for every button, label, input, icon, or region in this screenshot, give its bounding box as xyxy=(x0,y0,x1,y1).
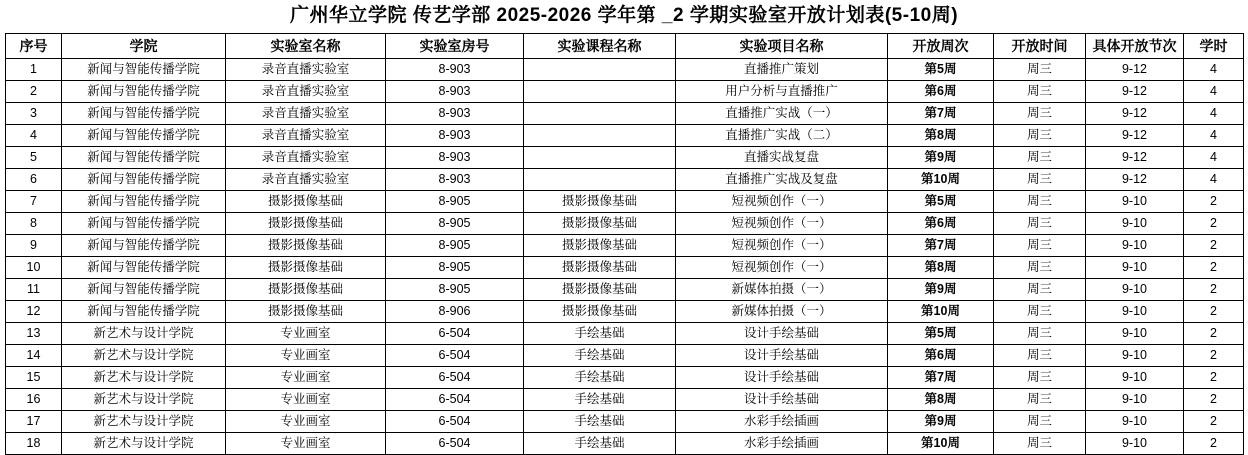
table-body xyxy=(6,58,1244,454)
cell-lab-room: 6-504 xyxy=(386,432,524,454)
cell-credit-hours: 4 xyxy=(1184,124,1244,146)
cell-index: 8 xyxy=(6,212,62,234)
cell-course-name: 摄影摄像基础 xyxy=(524,256,676,278)
cell-credit-hours: 2 xyxy=(1184,256,1244,278)
column-header-open-periods: 具体开放节次 xyxy=(1086,33,1184,58)
cell-credit-hours: 4 xyxy=(1184,80,1244,102)
cell-college: 新闻与智能传播学院 xyxy=(62,190,226,212)
cell-open-periods: 9-12 xyxy=(1086,102,1184,124)
cell-lab-room: 6-504 xyxy=(386,344,524,366)
cell-open-time: 周三 xyxy=(994,102,1086,124)
cell-lab-name: 录音直播实验室 xyxy=(226,58,386,80)
table-row xyxy=(6,234,1244,256)
cell-index: 4 xyxy=(6,124,62,146)
cell-lab-name: 摄影摄像基础 xyxy=(226,190,386,212)
column-header-lab-name: 实验室名称 xyxy=(226,33,386,58)
cell-course-name: 手绘基础 xyxy=(524,344,676,366)
cell-open-weeks: 第7周 xyxy=(888,234,994,256)
cell-course-name: 摄影摄像基础 xyxy=(524,278,676,300)
cell-index: 2 xyxy=(6,80,62,102)
table-row xyxy=(6,58,1244,80)
table-row xyxy=(6,300,1244,322)
cell-open-periods: 9-10 xyxy=(1086,410,1184,432)
cell-project-name: 水彩手绘插画 xyxy=(676,410,888,432)
cell-lab-name: 专业画室 xyxy=(226,388,386,410)
cell-credit-hours: 2 xyxy=(1184,432,1244,454)
cell-open-time: 周三 xyxy=(994,212,1086,234)
cell-course-name xyxy=(524,146,676,168)
cell-college: 新闻与智能传播学院 xyxy=(62,278,226,300)
cell-college: 新闻与智能传播学院 xyxy=(62,212,226,234)
cell-credit-hours: 4 xyxy=(1184,168,1244,190)
cell-index: 7 xyxy=(6,190,62,212)
cell-college: 新闻与智能传播学院 xyxy=(62,168,226,190)
cell-college: 新艺术与设计学院 xyxy=(62,432,226,454)
cell-lab-room: 8-906 xyxy=(386,300,524,322)
cell-lab-name: 摄影摄像基础 xyxy=(226,234,386,256)
column-header-project-name: 实验项目名称 xyxy=(676,33,888,58)
cell-open-time: 周三 xyxy=(994,278,1086,300)
table-row xyxy=(6,168,1244,190)
cell-course-name: 手绘基础 xyxy=(524,410,676,432)
cell-credit-hours: 2 xyxy=(1184,212,1244,234)
table-row xyxy=(6,102,1244,124)
cell-project-name: 直播推广策划 xyxy=(676,58,888,80)
cell-college: 新闻与智能传播学院 xyxy=(62,300,226,322)
cell-project-name: 短视频创作（一） xyxy=(676,212,888,234)
column-header-course-name: 实验课程名称 xyxy=(524,33,676,58)
cell-open-periods: 9-10 xyxy=(1086,256,1184,278)
cell-project-name: 短视频创作（一） xyxy=(676,256,888,278)
cell-lab-name: 摄影摄像基础 xyxy=(226,300,386,322)
cell-project-name: 新媒体拍摄（一） xyxy=(676,300,888,322)
cell-lab-name: 专业画室 xyxy=(226,432,386,454)
cell-lab-room: 8-905 xyxy=(386,234,524,256)
cell-open-weeks: 第7周 xyxy=(888,366,994,388)
cell-project-name: 水彩手绘插画 xyxy=(676,432,888,454)
cell-course-name xyxy=(524,168,676,190)
cell-college: 新艺术与设计学院 xyxy=(62,410,226,432)
column-header-index: 序号 xyxy=(6,33,62,58)
cell-open-weeks: 第5周 xyxy=(888,322,994,344)
cell-index: 13 xyxy=(6,322,62,344)
cell-lab-room: 6-504 xyxy=(386,388,524,410)
cell-open-weeks: 第5周 xyxy=(888,190,994,212)
cell-lab-room: 6-504 xyxy=(386,366,524,388)
cell-open-weeks: 第9周 xyxy=(888,410,994,432)
cell-lab-room: 6-504 xyxy=(386,322,524,344)
cell-open-time: 周三 xyxy=(994,58,1086,80)
cell-lab-room: 6-504 xyxy=(386,410,524,432)
cell-index: 11 xyxy=(6,278,62,300)
cell-course-name xyxy=(524,102,676,124)
cell-course-name: 手绘基础 xyxy=(524,432,676,454)
column-header-credit-hours: 学时 xyxy=(1184,33,1244,58)
cell-open-weeks: 第10周 xyxy=(888,432,994,454)
column-header-college: 学院 xyxy=(62,33,226,58)
cell-lab-room: 8-905 xyxy=(386,256,524,278)
cell-open-weeks: 第6周 xyxy=(888,344,994,366)
cell-open-time: 周三 xyxy=(994,410,1086,432)
cell-project-name: 设计手绘基础 xyxy=(676,388,888,410)
page-title: 广州华立学院 传艺学部 2025-2026 学年第 _2 学期实验室开放计划表(5-10周) xyxy=(289,5,959,26)
cell-open-periods: 9-10 xyxy=(1086,212,1184,234)
column-header-open-time: 开放时间 xyxy=(994,33,1086,58)
cell-open-weeks: 第7周 xyxy=(888,102,994,124)
cell-project-name: 直播推广实战（二） xyxy=(676,124,888,146)
cell-lab-name: 专业画室 xyxy=(226,366,386,388)
table-header xyxy=(6,33,1244,58)
cell-course-name: 手绘基础 xyxy=(524,366,676,388)
cell-lab-name: 专业画室 xyxy=(226,344,386,366)
cell-college: 新闻与智能传播学院 xyxy=(62,58,226,80)
cell-lab-name: 录音直播实验室 xyxy=(226,124,386,146)
table-row xyxy=(6,146,1244,168)
cell-open-weeks: 第5周 xyxy=(888,58,994,80)
cell-open-weeks: 第9周 xyxy=(888,278,994,300)
cell-open-time: 周三 xyxy=(994,432,1086,454)
cell-open-weeks: 第8周 xyxy=(888,256,994,278)
cell-index: 9 xyxy=(6,234,62,256)
cell-lab-name: 录音直播实验室 xyxy=(226,102,386,124)
cell-credit-hours: 2 xyxy=(1184,190,1244,212)
cell-lab-name: 专业画室 xyxy=(226,410,386,432)
cell-lab-room: 8-905 xyxy=(386,278,524,300)
table-row xyxy=(6,80,1244,102)
cell-open-periods: 9-10 xyxy=(1086,278,1184,300)
cell-lab-name: 专业画室 xyxy=(226,322,386,344)
table-row xyxy=(6,366,1244,388)
cell-open-weeks: 第10周 xyxy=(888,168,994,190)
cell-open-periods: 9-10 xyxy=(1086,190,1184,212)
cell-college: 新艺术与设计学院 xyxy=(62,344,226,366)
cell-course-name: 手绘基础 xyxy=(524,322,676,344)
cell-index: 17 xyxy=(6,410,62,432)
cell-open-time: 周三 xyxy=(994,300,1086,322)
cell-open-weeks: 第8周 xyxy=(888,124,994,146)
cell-open-time: 周三 xyxy=(994,234,1086,256)
cell-project-name: 设计手绘基础 xyxy=(676,322,888,344)
cell-open-time: 周三 xyxy=(994,190,1086,212)
table-row xyxy=(6,190,1244,212)
cell-project-name: 用户分析与直播推广 xyxy=(676,80,888,102)
cell-lab-name: 摄影摄像基础 xyxy=(226,212,386,234)
cell-open-time: 周三 xyxy=(994,146,1086,168)
cell-project-name: 短视频创作（一） xyxy=(676,234,888,256)
cell-open-periods: 9-12 xyxy=(1086,146,1184,168)
cell-project-name: 设计手绘基础 xyxy=(676,366,888,388)
cell-index: 6 xyxy=(6,168,62,190)
cell-course-name: 手绘基础 xyxy=(524,388,676,410)
cell-credit-hours: 4 xyxy=(1184,102,1244,124)
table-row xyxy=(6,124,1244,146)
cell-credit-hours: 2 xyxy=(1184,410,1244,432)
cell-lab-room: 8-903 xyxy=(386,146,524,168)
cell-lab-name: 摄影摄像基础 xyxy=(226,256,386,278)
cell-credit-hours: 2 xyxy=(1184,278,1244,300)
cell-college: 新闻与智能传播学院 xyxy=(62,146,226,168)
cell-course-name: 摄影摄像基础 xyxy=(524,300,676,322)
cell-lab-room: 8-903 xyxy=(386,124,524,146)
cell-open-weeks: 第6周 xyxy=(888,212,994,234)
cell-open-periods: 9-10 xyxy=(1086,322,1184,344)
table-row xyxy=(6,212,1244,234)
cell-college: 新艺术与设计学院 xyxy=(62,366,226,388)
cell-course-name xyxy=(524,124,676,146)
cell-open-time: 周三 xyxy=(994,80,1086,102)
cell-project-name: 直播推广实战（一） xyxy=(676,102,888,124)
table-header-row xyxy=(6,33,1244,58)
cell-project-name: 新媒体拍摄（一） xyxy=(676,278,888,300)
cell-project-name: 直播推广实战及复盘 xyxy=(676,168,888,190)
cell-open-weeks: 第9周 xyxy=(888,146,994,168)
cell-index: 10 xyxy=(6,256,62,278)
cell-college: 新艺术与设计学院 xyxy=(62,322,226,344)
column-header-open-weeks: 开放周次 xyxy=(888,33,994,58)
cell-open-periods: 9-10 xyxy=(1086,388,1184,410)
cell-project-name: 直播实战复盘 xyxy=(676,146,888,168)
cell-lab-room: 8-903 xyxy=(386,58,524,80)
cell-open-periods: 9-12 xyxy=(1086,168,1184,190)
cell-index: 15 xyxy=(6,366,62,388)
cell-course-name xyxy=(524,80,676,102)
cell-course-name xyxy=(524,58,676,80)
cell-credit-hours: 2 xyxy=(1184,344,1244,366)
cell-project-name: 设计手绘基础 xyxy=(676,344,888,366)
cell-open-time: 周三 xyxy=(994,322,1086,344)
cell-index: 12 xyxy=(6,300,62,322)
cell-open-periods: 9-12 xyxy=(1086,58,1184,80)
cell-open-periods: 9-10 xyxy=(1086,234,1184,256)
cell-open-weeks: 第8周 xyxy=(888,388,994,410)
cell-lab-name: 录音直播实验室 xyxy=(226,168,386,190)
cell-college: 新闻与智能传播学院 xyxy=(62,234,226,256)
cell-course-name: 摄影摄像基础 xyxy=(524,234,676,256)
table-row xyxy=(6,344,1244,366)
cell-lab-room: 8-903 xyxy=(386,102,524,124)
cell-index: 1 xyxy=(6,58,62,80)
cell-college: 新闻与智能传播学院 xyxy=(62,124,226,146)
cell-open-time: 周三 xyxy=(994,256,1086,278)
cell-credit-hours: 2 xyxy=(1184,234,1244,256)
cell-lab-name: 录音直播实验室 xyxy=(226,146,386,168)
cell-index: 18 xyxy=(6,432,62,454)
cell-lab-name: 录音直播实验室 xyxy=(226,80,386,102)
cell-index: 3 xyxy=(6,102,62,124)
cell-open-periods: 9-12 xyxy=(1086,80,1184,102)
cell-credit-hours: 2 xyxy=(1184,388,1244,410)
table-row xyxy=(6,322,1244,344)
cell-open-time: 周三 xyxy=(994,388,1086,410)
table-row xyxy=(6,388,1244,410)
table-row xyxy=(6,410,1244,432)
cell-open-weeks: 第6周 xyxy=(888,80,994,102)
cell-college: 新闻与智能传播学院 xyxy=(62,80,226,102)
cell-project-name: 短视频创作（一） xyxy=(676,190,888,212)
cell-credit-hours: 2 xyxy=(1184,366,1244,388)
cell-course-name: 摄影摄像基础 xyxy=(524,190,676,212)
table-row xyxy=(6,278,1244,300)
cell-open-periods: 9-10 xyxy=(1086,432,1184,454)
cell-course-name: 摄影摄像基础 xyxy=(524,212,676,234)
table-row xyxy=(6,432,1244,454)
cell-open-periods: 9-12 xyxy=(1086,124,1184,146)
cell-open-time: 周三 xyxy=(994,168,1086,190)
cell-open-time: 周三 xyxy=(994,366,1086,388)
lab-open-plan-table xyxy=(5,33,1244,455)
cell-college: 新闻与智能传播学院 xyxy=(62,256,226,278)
cell-index: 14 xyxy=(6,344,62,366)
cell-open-time: 周三 xyxy=(994,124,1086,146)
cell-credit-hours: 2 xyxy=(1184,322,1244,344)
cell-credit-hours: 4 xyxy=(1184,58,1244,80)
cell-credit-hours: 4 xyxy=(1184,146,1244,168)
cell-lab-room: 8-905 xyxy=(386,190,524,212)
table-row xyxy=(6,256,1244,278)
cell-open-periods: 9-10 xyxy=(1086,300,1184,322)
cell-open-periods: 9-10 xyxy=(1086,344,1184,366)
cell-lab-name: 摄影摄像基础 xyxy=(226,278,386,300)
cell-open-periods: 9-10 xyxy=(1086,366,1184,388)
cell-credit-hours: 2 xyxy=(1184,300,1244,322)
column-header-lab-room: 实验室房号 xyxy=(386,33,524,58)
cell-college: 新闻与智能传播学院 xyxy=(62,102,226,124)
cell-lab-room: 8-903 xyxy=(386,80,524,102)
cell-open-time: 周三 xyxy=(994,344,1086,366)
cell-index: 5 xyxy=(6,146,62,168)
cell-open-weeks: 第10周 xyxy=(888,300,994,322)
cell-college: 新艺术与设计学院 xyxy=(62,388,226,410)
cell-index: 16 xyxy=(6,388,62,410)
cell-lab-room: 8-903 xyxy=(386,168,524,190)
cell-lab-room: 8-905 xyxy=(386,212,524,234)
